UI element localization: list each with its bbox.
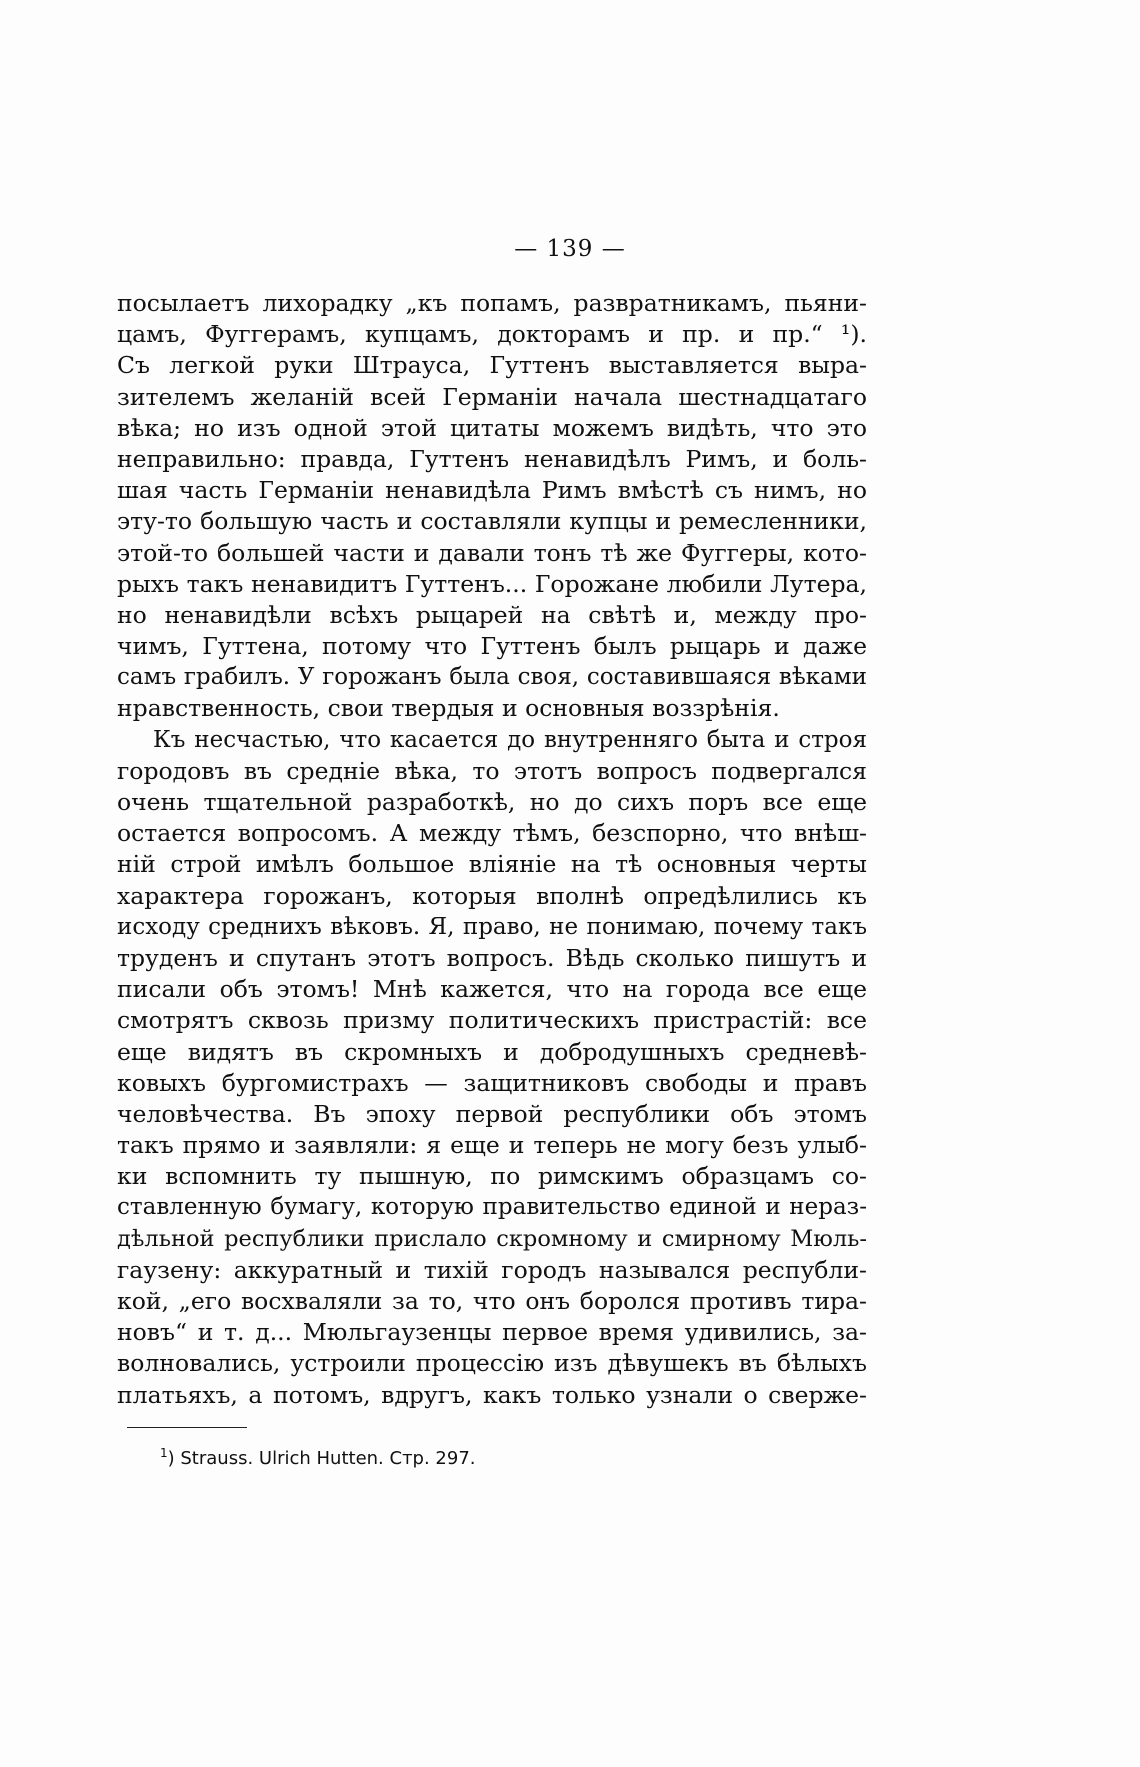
footnote	[160, 1446, 476, 1469]
text-line: рыхъ такъ ненавидитъ Гуттенъ... Горожане любили Лутера,	[117, 569, 867, 598]
text-line: ки вспомнить ту пышную, по римскимъ образцамъ со-	[117, 1162, 867, 1191]
text-line: кой, „его восхваляли за то, что онъ боролся противъ тира-	[117, 1287, 867, 1315]
text-line: писали объ этомъ! Мнѣ кажется, что на города все еще	[117, 975, 867, 1004]
text-line: гаузену: аккуратный и тихій городъ назывался республи-	[117, 1255, 867, 1284]
text-line: этой-то большей части и давали тонъ тѣ же Фуггеры, кото-	[117, 538, 867, 567]
footnote-marker: 1	[160, 1446, 168, 1460]
text-line: характера горожанъ, которыя вполнѣ опредѣлились къ	[117, 881, 867, 910]
text-line: городовъ въ средніе вѣка, то этотъ вопросъ подвергался	[117, 756, 867, 785]
footnote-text: ) Strauss. Ulrich Hutten. Стр. 297.	[167, 1448, 476, 1469]
text-line: очень тщательной разработкѣ, но до сихъ поръ все еще	[117, 788, 867, 816]
text-line: платьяхъ, а потомъ, вдругъ, какъ только узнали о сверже-	[117, 1380, 867, 1409]
text-line: волновались, устроили процессію изъ дѣвушекъ въ бѣлыхъ	[117, 1349, 867, 1378]
text-line: зителемъ желаній всей Германіи начала шестнадцатаго	[117, 382, 867, 411]
page-number: — 139 —	[514, 236, 626, 262]
text-line: чимъ, Гуттена, потому что Гуттенъ былъ рыцарь и даже	[117, 632, 867, 661]
text-line: такъ прямо и заявляли: я еще и теперь не могу безъ улыб-	[117, 1131, 867, 1160]
text-line: посылаетъ лихорадку „къ попамъ, развратникамъ, пьяни-	[117, 289, 867, 317]
text-line: цамъ, Фуггерамъ, купцамъ, докторамъ и пр. и пр.“ ¹).	[117, 320, 867, 349]
text-line: человѣчества. Въ эпоху первой республики объ этомъ	[117, 1099, 867, 1128]
text-line: еще видятъ въ скромныхъ и добродушныхъ средневѣ-	[117, 1037, 867, 1066]
text-line: нравственность, свои твердыя и основныя воззрѣнія.	[117, 694, 780, 723]
text-line: дѣльной республики прислало скромному и смирному Мюль-	[117, 1225, 867, 1252]
text-line: ній строй имѣлъ большое вліяніе на тѣ основныя черты	[117, 850, 867, 879]
text-line: исходу среднихъ вѣковъ. Я, право, не понимаю, почему такъ	[117, 913, 867, 940]
text-line: ковыхъ бургомистрахъ — защитниковъ свободы и правъ	[117, 1068, 867, 1097]
text-line: труденъ и спутанъ этотъ вопросъ. Вѣдь сколько пишутъ и	[117, 943, 867, 972]
text-line: неправильно: правда, Гуттенъ ненавидѣлъ Римъ, и боль-	[117, 444, 867, 473]
text-line: смотрятъ сквозь призму политическихъ пристрастій: все	[117, 1006, 867, 1035]
text-line: но ненавидѣли всѣхъ рыцарей на свѣтѣ и, между про-	[117, 600, 867, 629]
footnote-divider	[127, 1427, 247, 1428]
text-line: самъ грабилъ. У горожанъ была своя, составившаяся вѣками	[117, 664, 867, 691]
text-line: новъ“ и т. д... Мюльгаузенцы первое время удивились, за-	[117, 1318, 867, 1347]
body-text	[117, 288, 867, 1411]
text-line: Къ несчастью, что касается до внутренняго быта и строя	[153, 726, 867, 753]
text-line: Съ легкой руки Штрауса, Гуттенъ выставляется выра-	[117, 351, 867, 380]
text-line: ставленную бумагу, которую правительство единой и нераз-	[117, 1194, 867, 1221]
text-line: остается вопросомъ. А между тѣмъ, безспорно, что внѣш-	[117, 819, 867, 848]
text-line: эту-то большую часть и составляли купцы и ремесленники,	[117, 507, 867, 536]
text-line: шая часть Германіи ненавидѣла Римъ вмѣстѣ съ нимъ, но	[117, 476, 867, 505]
text-line: вѣка; но изъ одной этой цитаты можемъ видѣть, что это	[117, 413, 867, 442]
